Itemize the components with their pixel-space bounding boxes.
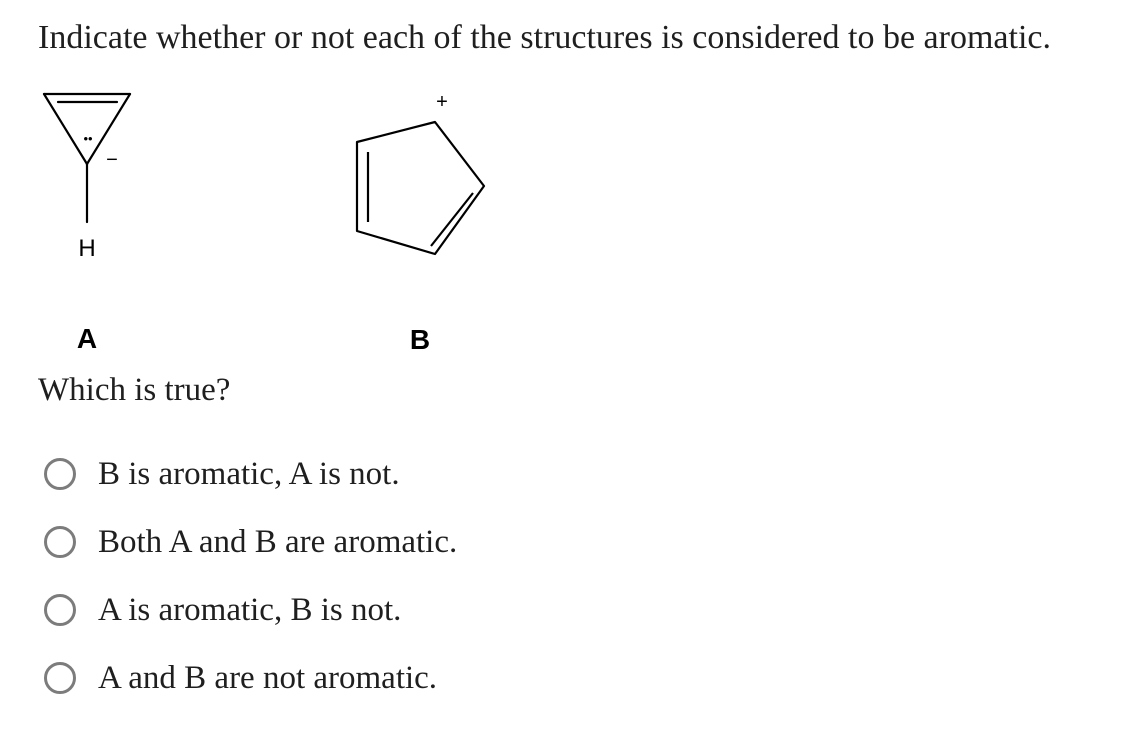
structure-b-ring — [357, 122, 484, 254]
radio-button[interactable] — [44, 662, 76, 694]
radio-button[interactable] — [44, 458, 76, 490]
answer-option-label[interactable]: Both A and B are aromatic. — [98, 524, 458, 560]
structure-a-bond-left — [44, 94, 87, 164]
structure-a-charge: − — [106, 149, 118, 171]
structure-b-double-right — [431, 193, 473, 246]
structure-b-charge: + — [436, 91, 448, 113]
structure-a-atom-h: H — [78, 235, 96, 262]
answer-option-label[interactable]: A and B are not aromatic. — [98, 660, 438, 696]
answer-option[interactable] — [44, 644, 457, 712]
answer-option-label[interactable]: A is aromatic, B is not. — [98, 592, 402, 628]
prompt-text: Which is true? — [38, 372, 231, 408]
radio-button[interactable] — [44, 526, 76, 558]
radio-button[interactable] — [44, 594, 76, 626]
structure-b — [357, 122, 484, 254]
answer-option-label[interactable]: B is aromatic, A is not. — [98, 456, 400, 492]
structure-a-label: A — [76, 323, 98, 354]
answer-option[interactable] — [44, 440, 457, 508]
structure-a-lone-pair: •• — [83, 131, 93, 146]
structures-figure — [0, 80, 600, 370]
answer-option[interactable] — [44, 576, 457, 644]
answer-option[interactable] — [44, 508, 457, 576]
structures-svg — [0, 80, 600, 370]
question-text: Indicate whether or not each of the structures is considered to be aromatic. — [38, 19, 1051, 56]
structure-b-label: B — [409, 324, 431, 355]
answer-options — [44, 440, 457, 712]
